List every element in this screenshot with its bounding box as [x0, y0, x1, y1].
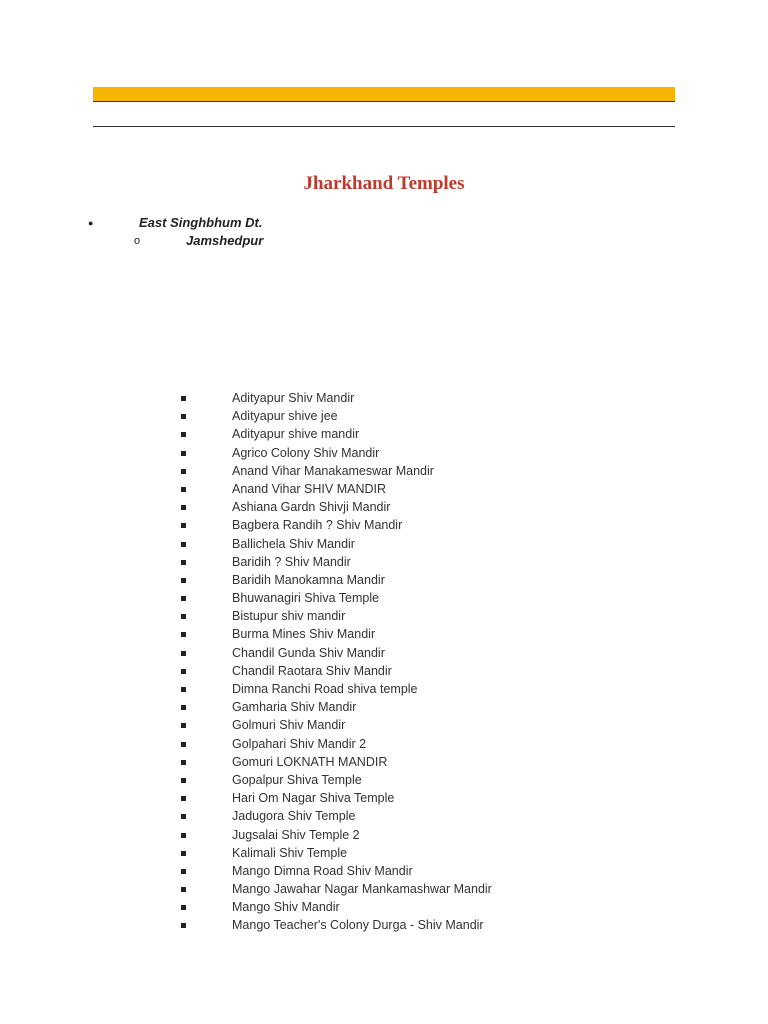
- square-bullet-icon: [181, 505, 186, 510]
- disc-bullet-icon: ●: [88, 218, 94, 228]
- square-bullet-icon: [181, 614, 186, 619]
- list-item: [0, 589, 768, 607]
- temple-name: Gopalpur Shiva Temple: [232, 772, 362, 787]
- square-bullet-icon: [181, 796, 186, 801]
- list-item: [0, 535, 768, 553]
- temple-name: Ballichela Shiv Mandir: [232, 536, 355, 551]
- square-bullet-icon: [181, 687, 186, 692]
- temple-name: Mango Shiv Mandir: [232, 900, 340, 915]
- list-item: [0, 553, 768, 571]
- header-accent-bar: [93, 87, 675, 101]
- square-bullet-icon: [181, 560, 186, 565]
- square-bullet-icon: [181, 833, 186, 838]
- list-item: [0, 844, 768, 862]
- square-bullet-icon: [181, 905, 186, 910]
- square-bullet-icon: [181, 414, 186, 419]
- square-bullet-icon: [181, 523, 186, 528]
- temple-name: Dimna Ranchi Road shiva temple: [232, 682, 418, 696]
- district-heading: East Singhbhum Dt.: [139, 215, 263, 230]
- square-bullet-icon: [181, 469, 186, 474]
- square-bullet-icon: [181, 851, 186, 856]
- square-bullet-icon: [181, 651, 186, 656]
- temple-name: Chandil Raotara Shiv Mandir: [232, 663, 392, 678]
- page-title: Jharkhand Temples: [303, 173, 465, 194]
- list-item: [0, 680, 768, 698]
- temple-name: Ashiana Gardn Shivji Mandir: [232, 500, 391, 515]
- temple-name: Adityapur Shiv Mandir: [232, 391, 355, 405]
- square-bullet-icon: [181, 923, 186, 928]
- circle-bullet-icon: o: [134, 235, 141, 247]
- list-item: [0, 916, 768, 934]
- list-item: [0, 662, 768, 680]
- list-item: [0, 607, 768, 625]
- list-item: [0, 625, 768, 643]
- square-bullet-icon: [181, 487, 186, 492]
- list-item: [0, 716, 768, 734]
- temple-name: Gomuri LOKNATH MANDIR: [232, 754, 388, 769]
- square-bullet-icon: [181, 742, 186, 747]
- list-item: [0, 444, 768, 462]
- temple-name: Hari Om Nagar Shiva Temple: [232, 791, 395, 806]
- square-bullet-icon: [181, 814, 186, 819]
- square-bullet-icon: [181, 432, 186, 437]
- header-accent-underline: [93, 101, 675, 102]
- list-item: [0, 644, 768, 662]
- temple-name: Baridih Manokamna Mandir: [232, 572, 385, 587]
- list-item: [0, 880, 768, 898]
- square-bullet-icon: [181, 542, 186, 547]
- square-bullet-icon: [181, 451, 186, 456]
- temple-name: Baridih ? Shiv Mandir: [232, 554, 351, 569]
- square-bullet-icon: [181, 596, 186, 601]
- temple-name: Bistupur shiv mandir: [232, 609, 346, 624]
- square-bullet-icon: [181, 669, 186, 674]
- list-item: [0, 826, 768, 844]
- temple-list: [0, 389, 768, 935]
- list-item: [0, 771, 768, 789]
- temple-name: Adityapur shive jee: [232, 409, 338, 424]
- temple-name: Golpahari Shiv Mandir 2: [232, 736, 367, 751]
- temple-name: Mango Jawahar Nagar Mankamashwar Mandir: [232, 882, 492, 897]
- list-item: [0, 516, 768, 534]
- list-item: [0, 407, 768, 425]
- square-bullet-icon: [181, 887, 186, 892]
- square-bullet-icon: [181, 869, 186, 874]
- temple-name: Jugsalai Shiv Temple 2: [232, 827, 360, 842]
- temple-name: Gamharia Shiv Mandir: [232, 700, 357, 715]
- list-item: [0, 571, 768, 589]
- square-bullet-icon: [181, 396, 186, 401]
- horizontal-rule: [93, 126, 675, 127]
- square-bullet-icon: [181, 705, 186, 710]
- temple-name: Bhuwanagiri Shiva Temple: [232, 591, 380, 606]
- city-heading: Jamshedpur: [186, 233, 264, 248]
- list-item: [0, 753, 768, 771]
- square-bullet-icon: [181, 632, 186, 637]
- temple-name: Bagbera Randih ? Shiv Mandir: [232, 518, 403, 533]
- list-item: [0, 698, 768, 716]
- list-item: [0, 389, 768, 407]
- temple-name: Agrico Colony Shiv Mandir: [232, 445, 380, 460]
- temple-name: Mango Teacher's Colony Durga - Shiv Mandir: [232, 918, 484, 933]
- square-bullet-icon: [181, 723, 186, 728]
- square-bullet-icon: [181, 760, 186, 765]
- temple-name: Kalimali Shiv Temple: [232, 845, 348, 860]
- temple-name: Anand Vihar Manakameswar Mandir: [232, 463, 434, 478]
- temple-name: Mango Dimna Road Shiv Mandir: [232, 863, 413, 878]
- list-item: [0, 807, 768, 825]
- list-item: [0, 480, 768, 498]
- list-item: [0, 862, 768, 880]
- list-item: [0, 462, 768, 480]
- list-item: [0, 789, 768, 807]
- temple-name: Adityapur shive mandir: [232, 427, 360, 442]
- square-bullet-icon: [181, 578, 186, 583]
- temple-name: Golmuri Shiv Mandir: [232, 718, 346, 733]
- temple-name: Anand Vihar SHIV MANDIR: [232, 481, 386, 496]
- temple-name: Jadugora Shiv Temple: [232, 809, 356, 824]
- temple-name: Burma Mines Shiv Mandir: [232, 627, 376, 642]
- list-item: [0, 735, 768, 753]
- list-item: [0, 898, 768, 916]
- square-bullet-icon: [181, 778, 186, 783]
- list-item: [0, 425, 768, 443]
- list-item: [0, 498, 768, 516]
- temple-name: Chandil Gunda Shiv Mandir: [232, 645, 385, 660]
